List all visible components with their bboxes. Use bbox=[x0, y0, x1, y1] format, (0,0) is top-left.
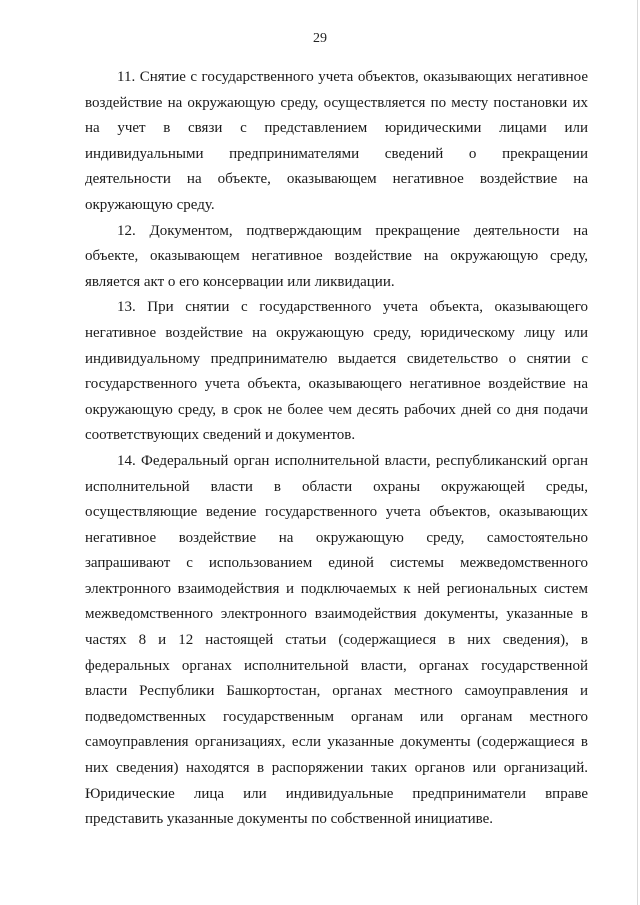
paragraph-14 bbox=[85, 449, 588, 833]
text-line: на учет в связи с представлением юридическими лицами или bbox=[85, 120, 588, 137]
text-line: власти Республики Башкортостан, органах местного самоуправления и bbox=[85, 683, 588, 700]
text-line: 14. Федеральный орган исполнительной власти, республиканский орган bbox=[117, 452, 588, 469]
text-line: федеральных органах исполнительной власти, органах государственной bbox=[85, 657, 588, 674]
text-line: исполнительной власти в области охраны окружающей среды, bbox=[85, 478, 588, 495]
text-line: запрашивают с использованием единой системы межведомственного bbox=[85, 555, 588, 572]
text-line: объекте, оказывающем негативное воздействие на окружающую среду, bbox=[85, 248, 588, 265]
text-line: 11. Снятие с государственного учета объектов, оказывающих негативное bbox=[117, 69, 588, 85]
text-line: негативное воздействие на окружающую среду, юридическому лицу или bbox=[85, 324, 588, 341]
paragraph-12 bbox=[85, 219, 588, 296]
text-line: негативное воздействие на окружающую среду, самостоятельно bbox=[85, 529, 588, 546]
page-edge bbox=[637, 0, 638, 905]
text-line: них сведения) находятся в распоряжении таких органов или организаций. bbox=[85, 760, 588, 777]
text-line: 12. Документом, подтверждающим прекращение деятельности на bbox=[117, 222, 588, 239]
text-line: государственного учета объекта, оказывающего негативное воздействие на bbox=[85, 376, 588, 393]
text-line: представить указанные документы по собственной инициативе. bbox=[85, 811, 493, 828]
text-line: деятельности на объекте, оказывающем негативное воздействие на bbox=[85, 171, 588, 188]
text-line: частях 8 и 12 настоящей статьи (содержащиеся в них сведения), в bbox=[85, 632, 588, 649]
text-line: воздействие на окружающую среду, осуществляется по месту постановки их bbox=[85, 94, 588, 111]
document-body bbox=[85, 65, 588, 833]
page-number: 29 bbox=[313, 31, 327, 46]
text-line: 13. При снятии с государственного учета объекта, оказывающего bbox=[117, 299, 588, 316]
text-line: соответствующих сведений и документов. bbox=[85, 427, 356, 444]
paragraph-11 bbox=[85, 65, 588, 219]
text-line: электронного взаимодействия и подключаемых к ней региональных систем bbox=[85, 580, 588, 597]
text-line: окружающую среду, в срок не более чем десять рабочих дней со дня подачи bbox=[85, 401, 588, 418]
text-line: подведомственных государственным органам или органам местного bbox=[85, 708, 588, 725]
text-line: межведомственного электронного взаимодействия документы, указанные в bbox=[85, 606, 588, 623]
paragraph-13 bbox=[85, 295, 588, 449]
text-line: осуществляющие ведение государственного учета объектов, оказывающих bbox=[85, 504, 588, 521]
text-line: Юридические лица или индивидуальные предприниматели вправе bbox=[85, 785, 588, 802]
text-line: индивидуальному предпринимателю выдается свидетельство о снятии с bbox=[85, 350, 588, 367]
text-line: окружающую среду. bbox=[85, 196, 215, 213]
text-line: индивидуальными предпринимателями сведений о прекращении bbox=[85, 145, 588, 162]
text-line: самоуправления организациях, если указанные документы (содержащиеся в bbox=[85, 734, 588, 751]
text-line: является акт о его консервации или ликвидации. bbox=[85, 273, 395, 290]
